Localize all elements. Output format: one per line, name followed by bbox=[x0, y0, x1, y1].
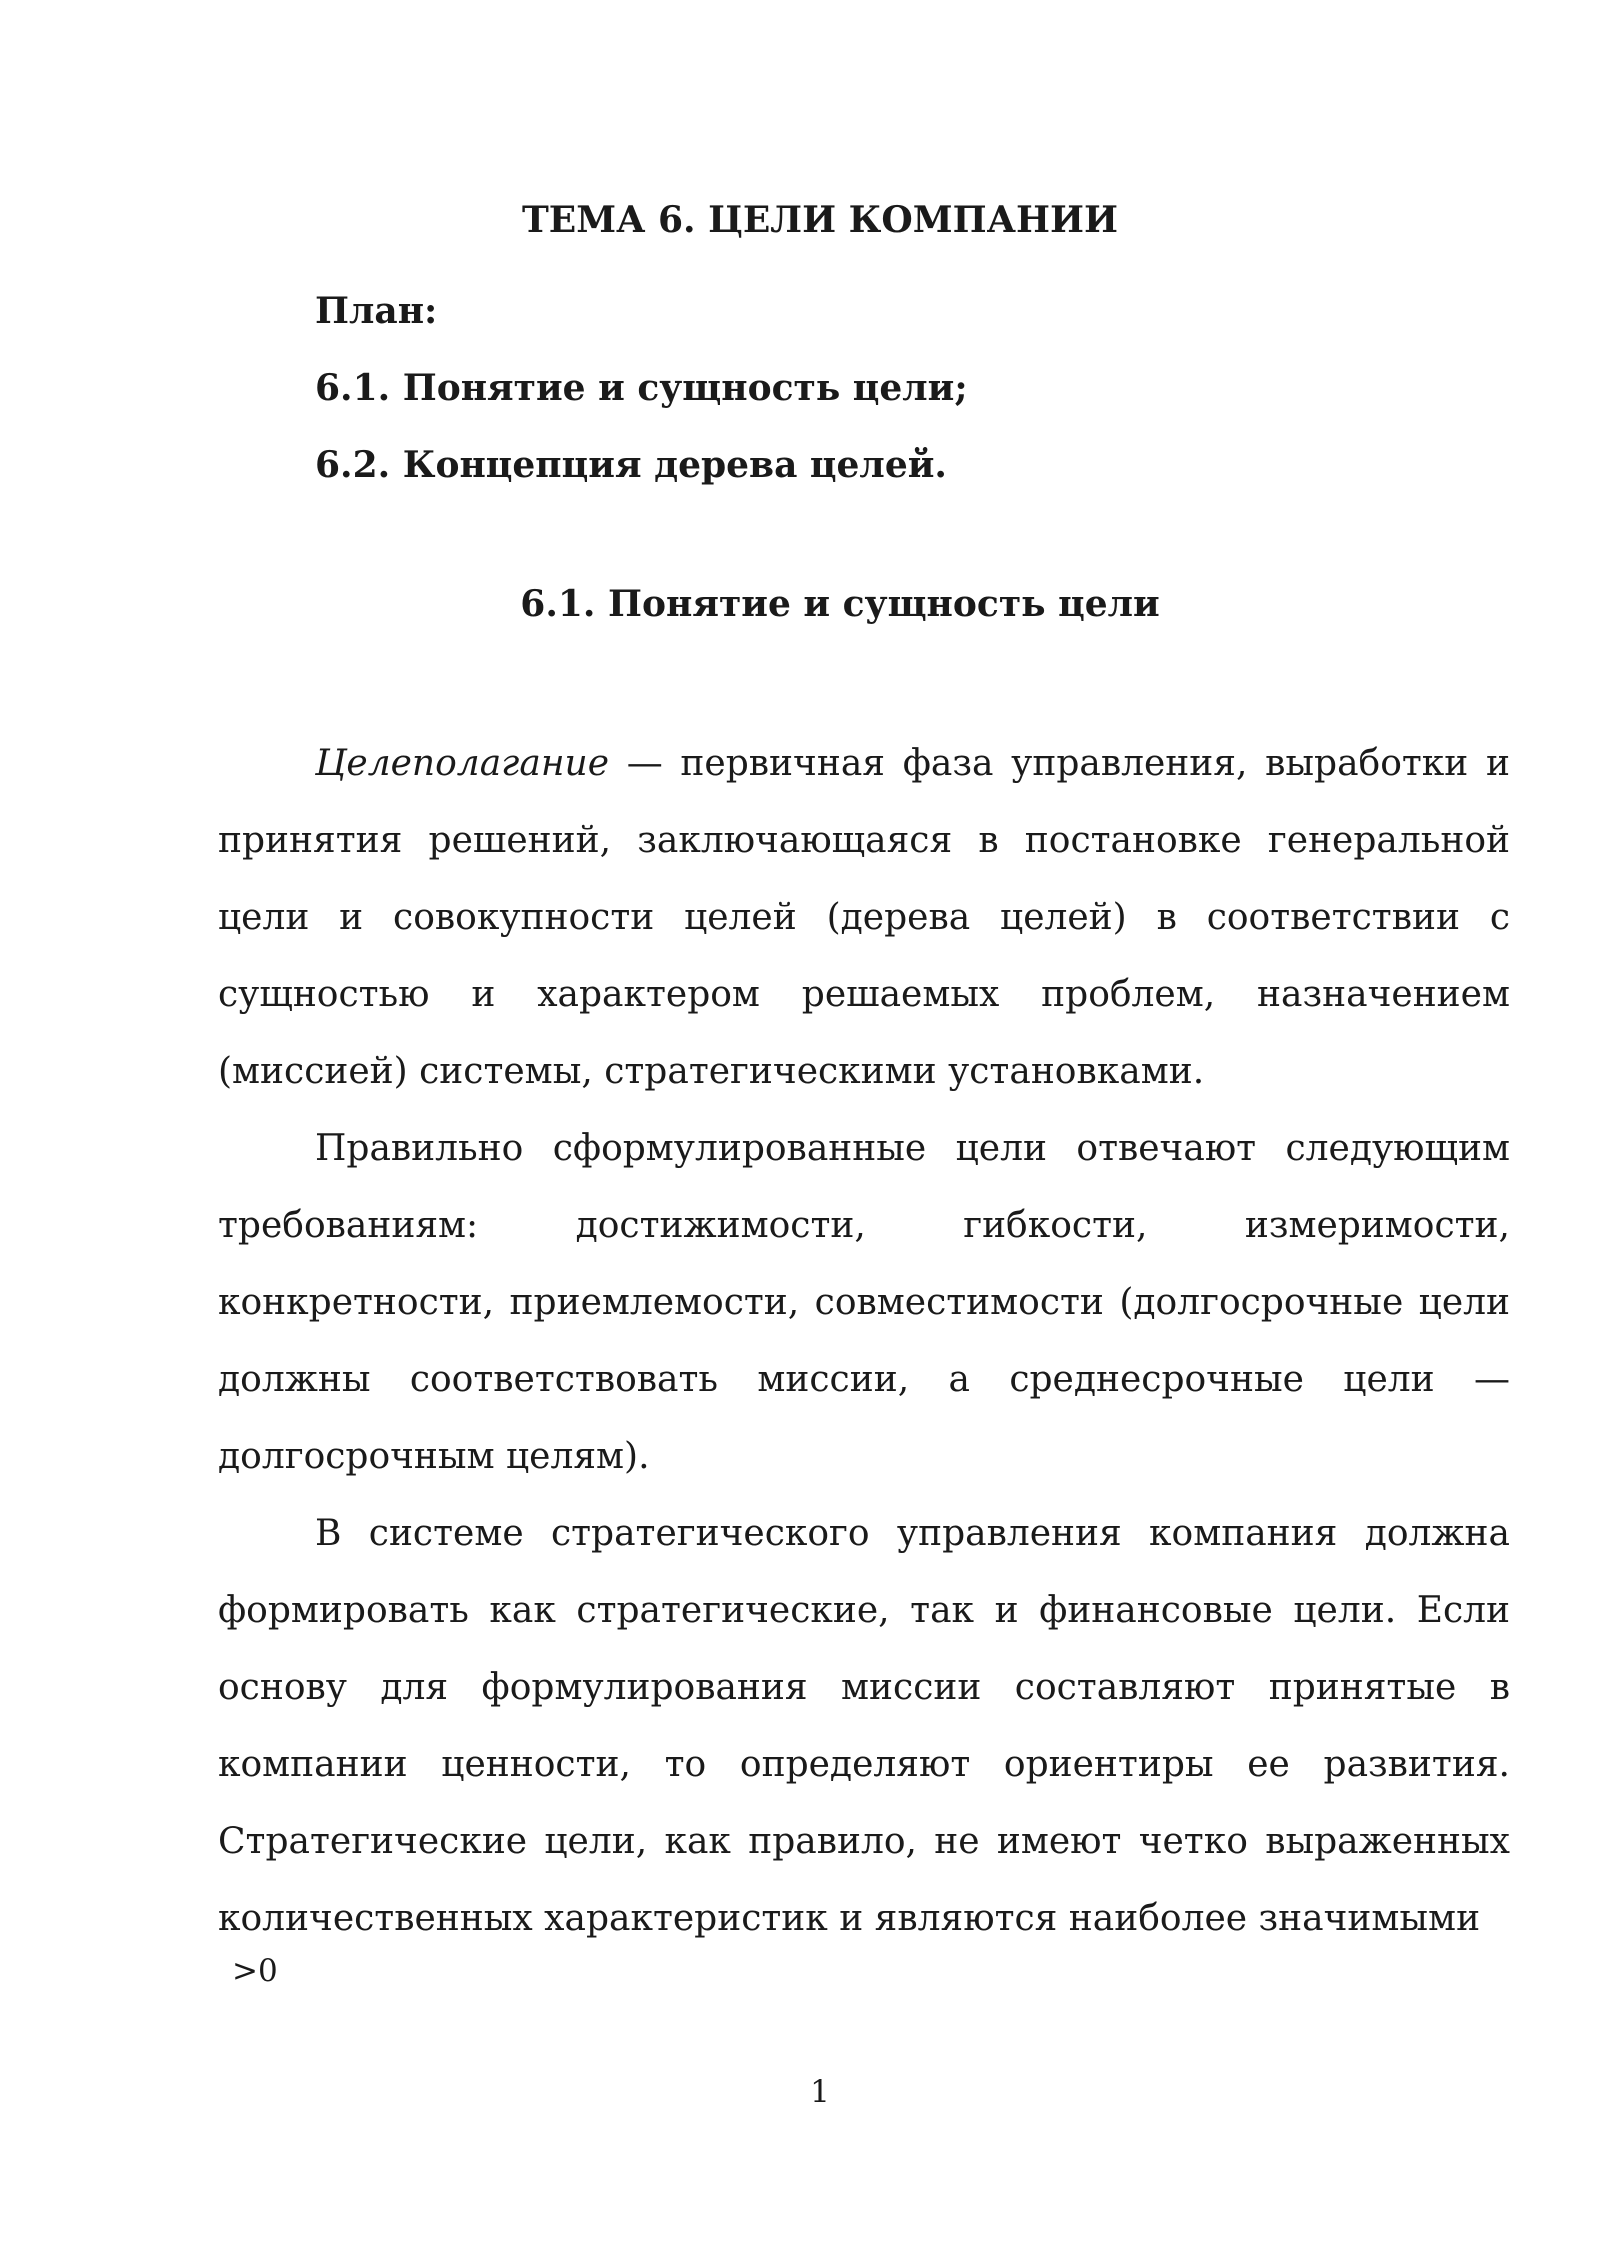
paragraph-definition bbox=[218, 725, 1510, 1110]
page-number: 1 bbox=[810, 2074, 830, 2110]
plan-item: 6.1. Понятие и сущность цели; bbox=[315, 367, 968, 409]
section-heading: 6.1. Понятие и сущность цели bbox=[520, 583, 1160, 625]
paragraph-requirements: Правильно сформулированные цели отвечают следующим требованиям: достижимости, гибкости, измеримости, конкретности, приемлемости, совместимости (долгосрочные цели должны соответствовать миссии, а среднесрочные цели — долгосрочным целям). bbox=[218, 1128, 1510, 1477]
page-mark: >0 bbox=[232, 1953, 278, 1989]
defined-term: Целеполагание bbox=[315, 743, 610, 784]
paragraph-strategic-goals: В системе стратегического управления компания должна формировать как стратегические, так и финансовые цели. Если основу для формулирования миссии составляют принятые в компании ценности, то определяют ориентиры ее развития. Стратегические цели, как правило, не имеют четко выраженных количественных характеристик и являются наиболее значимыми bbox=[218, 1513, 1510, 1939]
paragraph-text: — первичная фаза управления, выработки и принятия решений, заключающаяся в постановке генеральной цели и совокупности целей (дерева целей) в соответствии с сущностью и характером решаемых проблем, назначением (миссией) системы, стратегическими установками. bbox=[218, 743, 1510, 1092]
plan-item: 6.2. Концепция дерева целей. bbox=[315, 444, 947, 486]
document-title: ТЕМА 6. ЦЕЛИ КОМПАНИИ bbox=[522, 199, 1118, 241]
plan-label: План: bbox=[315, 290, 438, 332]
body-text bbox=[218, 725, 1510, 1957]
plan-block bbox=[315, 273, 968, 504]
